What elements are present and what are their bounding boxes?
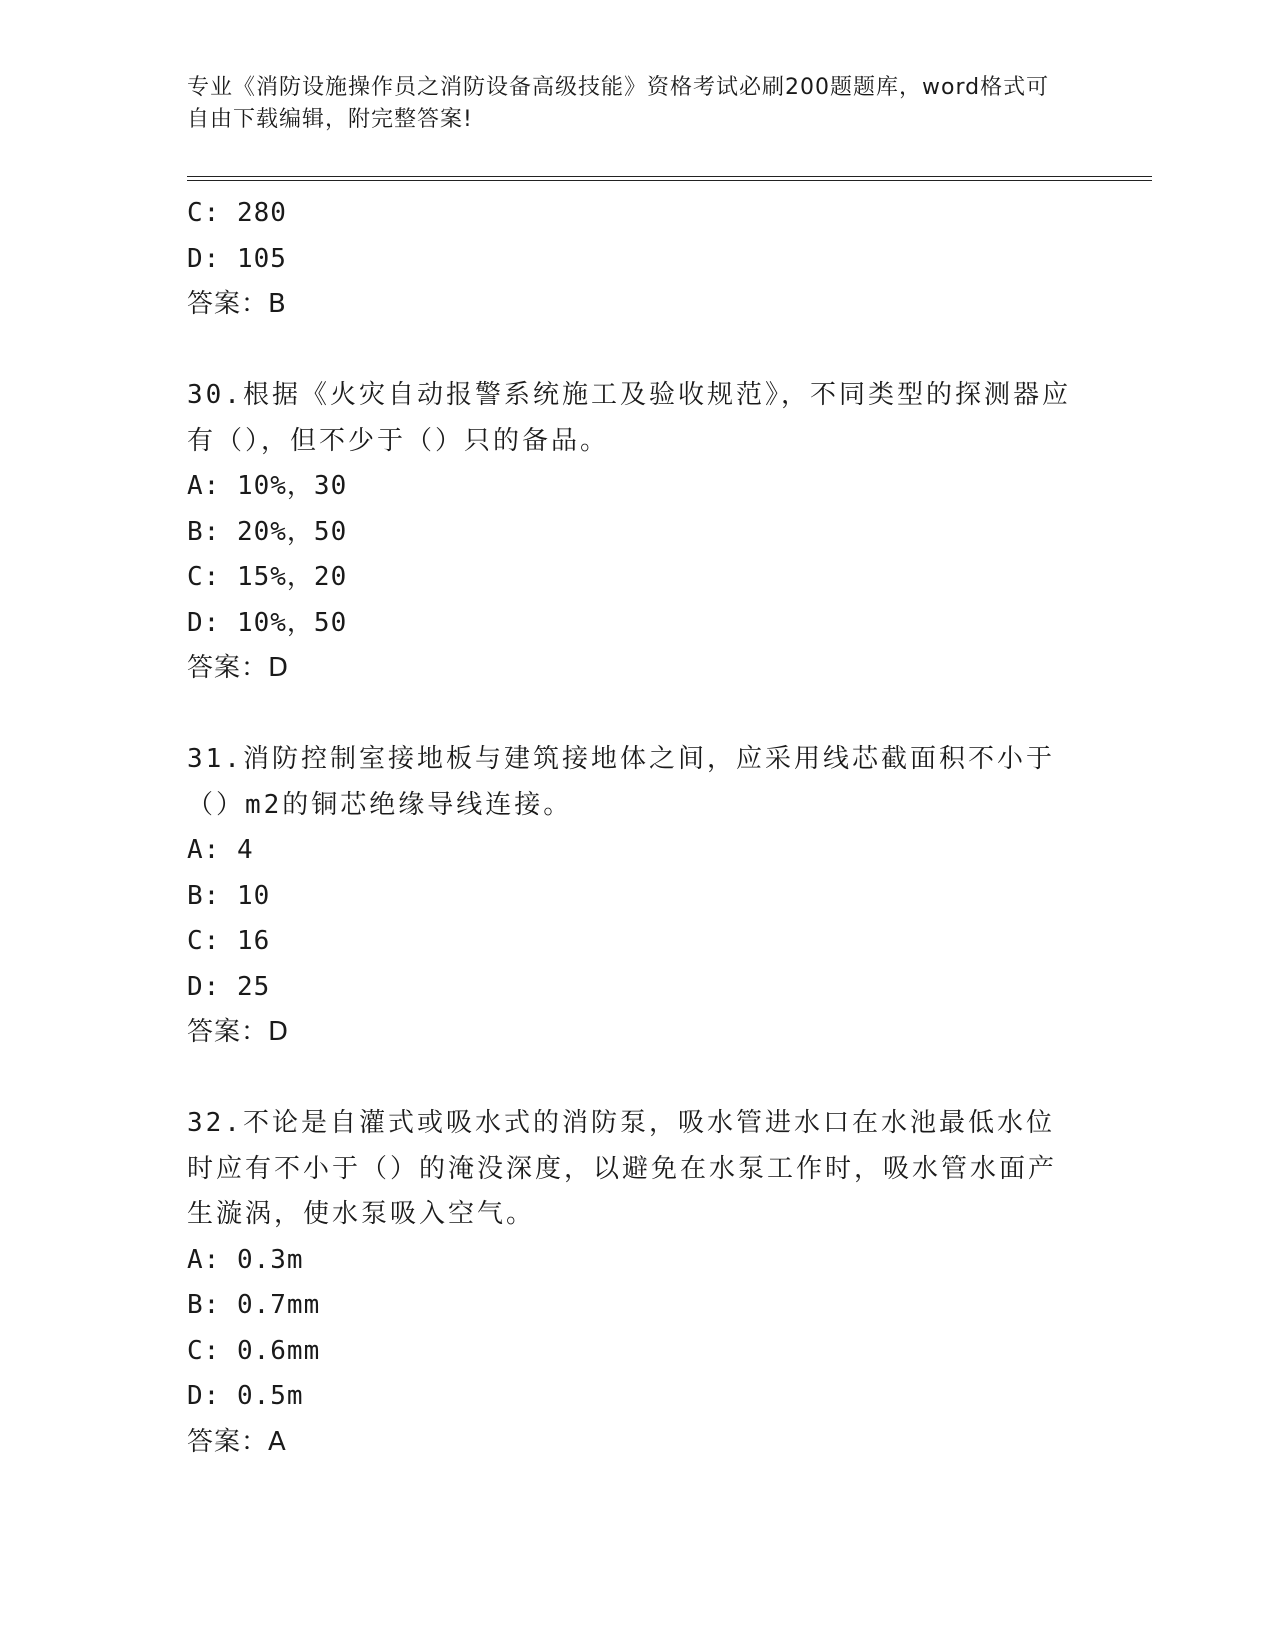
document-header: 专业《消防设施操作员之消防设备高级技能》资格考试必刷200题题库，word格式可自由下载编辑，附完整答案! <box>187 75 1050 132</box>
question-block <box>187 1101 1077 1465</box>
option-c: C: 15%，20 <box>187 562 348 592</box>
answer-line: 答案：D <box>187 653 290 683</box>
document-body <box>187 191 1077 1465</box>
option-a: A: 0.3m <box>187 1244 304 1275</box>
question-text: 30.根据《火灾自动报警系统施工及验收规范》，不同类型的探测器应有（），但不少于（）只的备品。 <box>187 380 1071 456</box>
option-d: D: 10%，50 <box>187 607 348 638</box>
option-a: A: 10%，30 <box>187 471 348 501</box>
option-b: B: 20%，50 <box>187 516 348 547</box>
option-c: C: 280 <box>187 198 287 228</box>
question-text: 32.不论是自灌式或吸水式的消防泵，吸水管进水口在水池最低水位时应有不小于（）的淹没深度，以避免在水泵工作时，吸水管水面产生漩涡，使水泵吸入空气。 <box>187 1108 1058 1229</box>
option-d: D: 0.5m <box>187 1381 304 1411</box>
header-divider <box>187 176 1152 181</box>
answer-line: 答案：A <box>187 1426 287 1457</box>
option-d: D: 105 <box>187 243 287 274</box>
option-a: A: 4 <box>187 835 254 865</box>
question-block <box>187 373 1077 692</box>
question-text: 31.消防控制室接地板与建筑接地体之间，应采用线芯截面积不小于（）m2的铜芯绝缘导线连接。 <box>187 744 1055 820</box>
option-b: B: 0.7mm <box>187 1290 321 1320</box>
option-b: B: 10 <box>187 880 271 911</box>
answer-line: 答案：D <box>187 1017 290 1047</box>
option-c: C: 16 <box>187 926 271 956</box>
answer-line: 答案：B <box>187 289 287 319</box>
option-d: D: 25 <box>187 971 271 1002</box>
question-block <box>187 737 1077 1056</box>
option-c: C: 0.6mm <box>187 1335 321 1366</box>
